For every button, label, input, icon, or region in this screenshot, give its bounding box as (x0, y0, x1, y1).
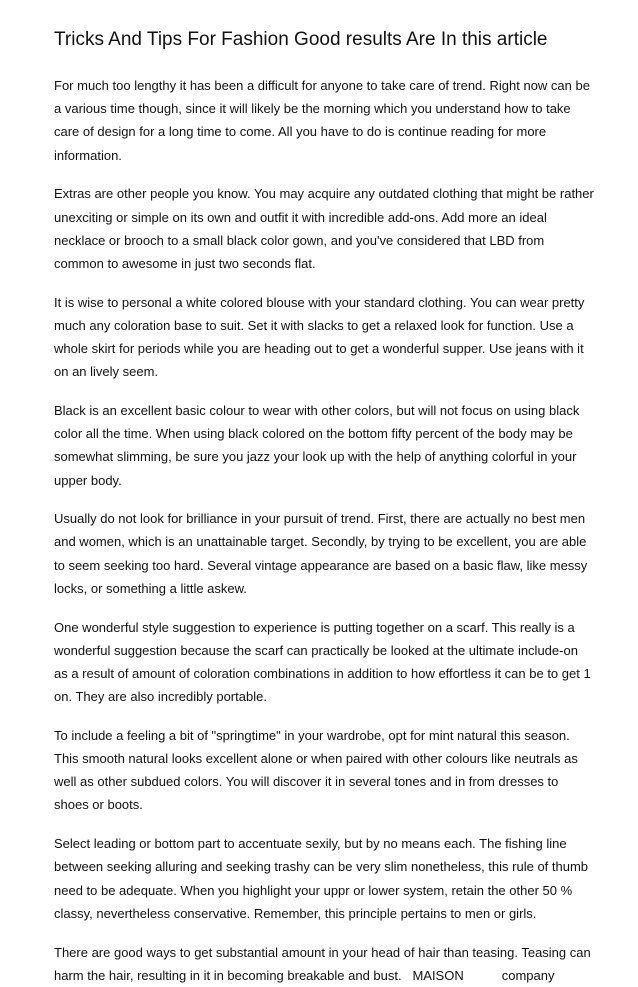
paragraph: To include a feeling a bit of "springtime" in your wardrobe, opt for mint natural this season. This smooth natural looks excellent alone or when paired with other colours like neutrals as well as other subdued colors. You will discover it in several tones and in from dresses to shoes or boots. (54, 727, 578, 813)
paragraph-last-text: There are good ways to get substantial amount in your head of hair than teasing. Teasing can harm the hair, resulting in it in becoming breakable and bust. (54, 944, 591, 983)
paragraph-last (54, 941, 594, 987)
paragraph: It is wise to personal a white colored blouse with your standard clothing. You can wear pretty much any coloration base to suit. Set it with slacks to get a relaxed look for function. Use a whole skirt for periods while you are heading out to get a wonderful supper. Use jeans with it on an lively seem. (54, 294, 585, 380)
paragraph: Extras are other people you know. You may acquire any outdated clothing that might be rather unexciting or simple on its own and outfit it with incredible add-ons. Add more an ideal necklace or brooch to a small black color gown, and you've considered that LBD from common to awesome in just two seconds flat. (54, 186, 594, 271)
brand-link[interactable]: MAISON (412, 967, 464, 983)
paragraph: Select leading or bottom part to accentuate sexily, but by no means each. The fishing line between seeking alluring and seeking trashy can be very slim nonetheless, this rule of thumb need to be adequate. When you highlight your uppr or lower system, retain the other 50 % classy, nevertheless conservative. Remember, this principle pertains to men or girls. (54, 836, 589, 921)
document-title: Tricks And Tips For Fashion Good results Are In this article (54, 29, 548, 50)
paragraph: Usually do not look for brilliance in your pursuit of trend. First, there are actually no best men and women, which is an unattainable target. Secondly, by trying to be excellent, you are able to seem seeking too hard. Several vintage appearance are based on a basic flaw, like messy locks, or something a little askew. (54, 511, 588, 596)
paragraph: Black is an excellent basic colour to wear with other colors, but will not focus on using black color all the time. When using black colored on the bottom fifty percent of the body may be somewhat slimming, be sure you jazz your look up with the help of anything colorful in your upper body. (54, 402, 580, 488)
paragraph: One wonderful style suggestion to experience is putting together on a scarf. This really is a wonderful suggestion because the scarf can practically be looked at the ultimate include-on as a result of amount of coloration combinations in addition to how effortless it can be to get 1 on. They are also incredibly portable. (54, 619, 591, 705)
trailing-word: company (501, 967, 555, 983)
document-page (54, 28, 594, 987)
paragraph: For much too lengthy it has been a difficult for anyone to take care of trend. Right now can be a various time though, since it will likely be the morning which you understand how to take care of design for a long time to come. All you have to do is continue reading for more information. (54, 78, 590, 163)
